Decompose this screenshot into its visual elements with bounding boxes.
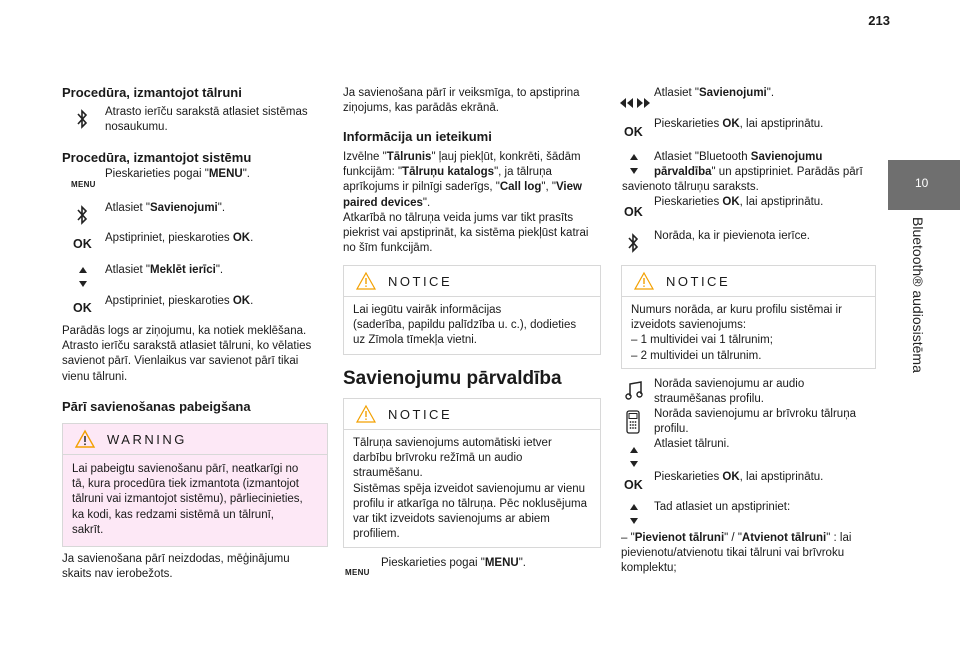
notice-triangle-icon xyxy=(356,272,376,290)
manage-step-2: Pieskarieties OK, lai apstiprinātu. xyxy=(654,118,824,130)
menu-icon: MENU xyxy=(71,180,96,189)
success-paragraph: Ja savienošana pārī ir veiksmīga, to apstiprina ziņojums, kas parādās ekrānā. xyxy=(343,87,580,115)
warning-title: WARNING xyxy=(107,432,187,447)
menu-icon: MENU xyxy=(345,568,370,577)
up-down-arrows-icon xyxy=(629,503,639,525)
bluetooth-icon xyxy=(75,204,89,226)
phone-step: Atrasto ierīču sarakstā atlasiet sistēmas nosaukumu. xyxy=(105,106,308,134)
notice-title: NOTICE xyxy=(666,274,731,289)
notice-triangle-icon xyxy=(356,405,376,423)
bluetooth-icon xyxy=(75,108,89,130)
search-paragraph: Parādās logs ar ziņojumu, ka notiek meklēšana. Atrasto ierīču sarakstā atlasiet tālruni, ko vēlaties savienot pārī. Vienlaikus var savienot pārī tikai vienu tālruni. xyxy=(62,325,312,383)
up-down-arrows-icon xyxy=(78,266,88,288)
menu-step: Pieskarieties pogai "MENU". xyxy=(381,557,526,569)
warning-text: Lai pabeigtu savienošanu pārī, neatkarīgi no tā, kura procedūra tiek izmantota (izmantojot tālruni vai izmantojot sistēmu), pārliecinieties, ka kodi, kas redzami sistēmā un tālrunī, sakrīt. xyxy=(72,463,303,536)
audio-profile-step: Norāda savienojumu ar audio straumēšanas profilu. xyxy=(654,378,805,406)
ok-icon: OK xyxy=(73,301,92,315)
left-right-arrows-icon xyxy=(619,97,651,109)
music-note-icon xyxy=(625,380,643,400)
notice-title: NOTICE xyxy=(388,274,453,289)
up-down-arrows-icon xyxy=(629,446,639,468)
heading-connection-management: Savienojumu pārvaldība xyxy=(343,368,562,389)
bluetooth-icon xyxy=(626,232,640,254)
chapter-number: 10 xyxy=(915,176,929,190)
manage-step-3: Atlasiet "Bluetooth Savienojumu pārvaldība" un apstipriniet. Parādās pārī xyxy=(654,151,863,179)
system-step-5: Apstipriniet, pieskaroties OK. xyxy=(105,295,254,307)
heading-phone-procedure: Procedūra, izmantojot tālruni xyxy=(62,85,242,100)
confirm-step: Pieskarieties OK, lai apstiprinātu. xyxy=(654,471,824,483)
system-step-2: Atlasiet "Savienojumi". xyxy=(105,202,226,214)
notice-text: Numurs norāda, ar kuru profilu sistēmai ir izveidots savienojums: – 1 multividei vai 1 tālrunim; – 2 multividei un tālrunim. xyxy=(631,304,842,362)
manage-step-4: Pieskarieties OK, lai apstiprinātu. xyxy=(654,196,824,208)
notice-text: Lai iegūtu vairāk informācijas (saderība, papildu palīdzība u. c.), dodieties uz Zīmola tīmekļa vietni. xyxy=(353,304,577,347)
notice-box-3 xyxy=(621,265,876,369)
ok-icon: OK xyxy=(624,125,643,139)
page-number: 213 xyxy=(868,13,890,28)
system-step-1: Pieskarieties pogai "MENU". xyxy=(105,168,250,180)
warning-box xyxy=(62,423,328,547)
manage-step-3-cont: savienoto tālruņu saraksts. xyxy=(622,181,759,193)
manage-step-5: Norāda, ka ir pievienota ierīce. xyxy=(654,230,810,242)
ok-icon: OK xyxy=(624,478,643,492)
heading-info: Informācija un ieteikumi xyxy=(343,129,492,144)
chapter-title xyxy=(896,215,926,385)
notice-text: Tālruņa savienojums automātiski ietver darbību brīvroku režīmā un audio straumēšanu. Sistēmas spēja izveidot savienojumu ar vienu profilu ir atkarīga no tālruņa. Pēc noklusējuma var tikt izveidots savienojums ar abiem profiliem. xyxy=(353,437,587,541)
connect-options: – "Pievienot tālruni" / "Atvienot tālruni" : lai pievienotu/atvienotu tikai tālruni vai brīvroku komplektu; xyxy=(621,532,852,575)
system-step-4: Atlasiet "Meklēt ierīci". xyxy=(105,264,224,276)
up-down-arrows-icon xyxy=(629,153,639,175)
notice-box-1 xyxy=(343,265,601,355)
warning-triangle-icon xyxy=(75,430,95,448)
select-step: Tad atlasiet un apstipriniet: xyxy=(654,501,791,513)
failure-paragraph: Ja savienošana pārī neizdodas, mēģinājumu skaits nav ierobežots. xyxy=(62,553,290,581)
svg-text:Bluetooth® audiosistēma: Bluetooth® audiosistēma xyxy=(910,217,926,373)
phone-keypad-icon xyxy=(626,410,640,434)
ok-icon: OK xyxy=(73,237,92,251)
handsfree-profile-step: Norāda savienojumu ar brīvroku tālruņa profilu. Atlasiet tālruni. xyxy=(654,408,856,451)
ok-icon: OK xyxy=(624,205,643,219)
chapter-tab[interactable] xyxy=(888,160,960,210)
heading-system-procedure: Procedūra, izmantojot sistēmu xyxy=(62,150,252,165)
notice-box-2 xyxy=(343,398,601,548)
heading-pairing-finish: Pārī savienošanas pabeigšana xyxy=(62,399,251,414)
system-step-3: Apstipriniet, pieskaroties OK. xyxy=(105,232,254,244)
notice-title: NOTICE xyxy=(388,407,453,422)
notice-triangle-icon xyxy=(634,272,654,290)
info-paragraph: Izvēlne "Tālrunis" ļauj piekļūt, konkrēti, šādām funkcijām: "Tālruņu katalogs", ja tālruņa aprīkojums ir pilnīgi saderīgs, "Call log", "View paired devices". Atkarībā no tālruņa veida jums var tikt prasīts piekrist vai apstiprināt, ka sistēma piekļūst katrai no šīm funkcijām. xyxy=(343,151,589,255)
manage-step-1: Atlasiet "Savienojumi". xyxy=(654,87,775,99)
